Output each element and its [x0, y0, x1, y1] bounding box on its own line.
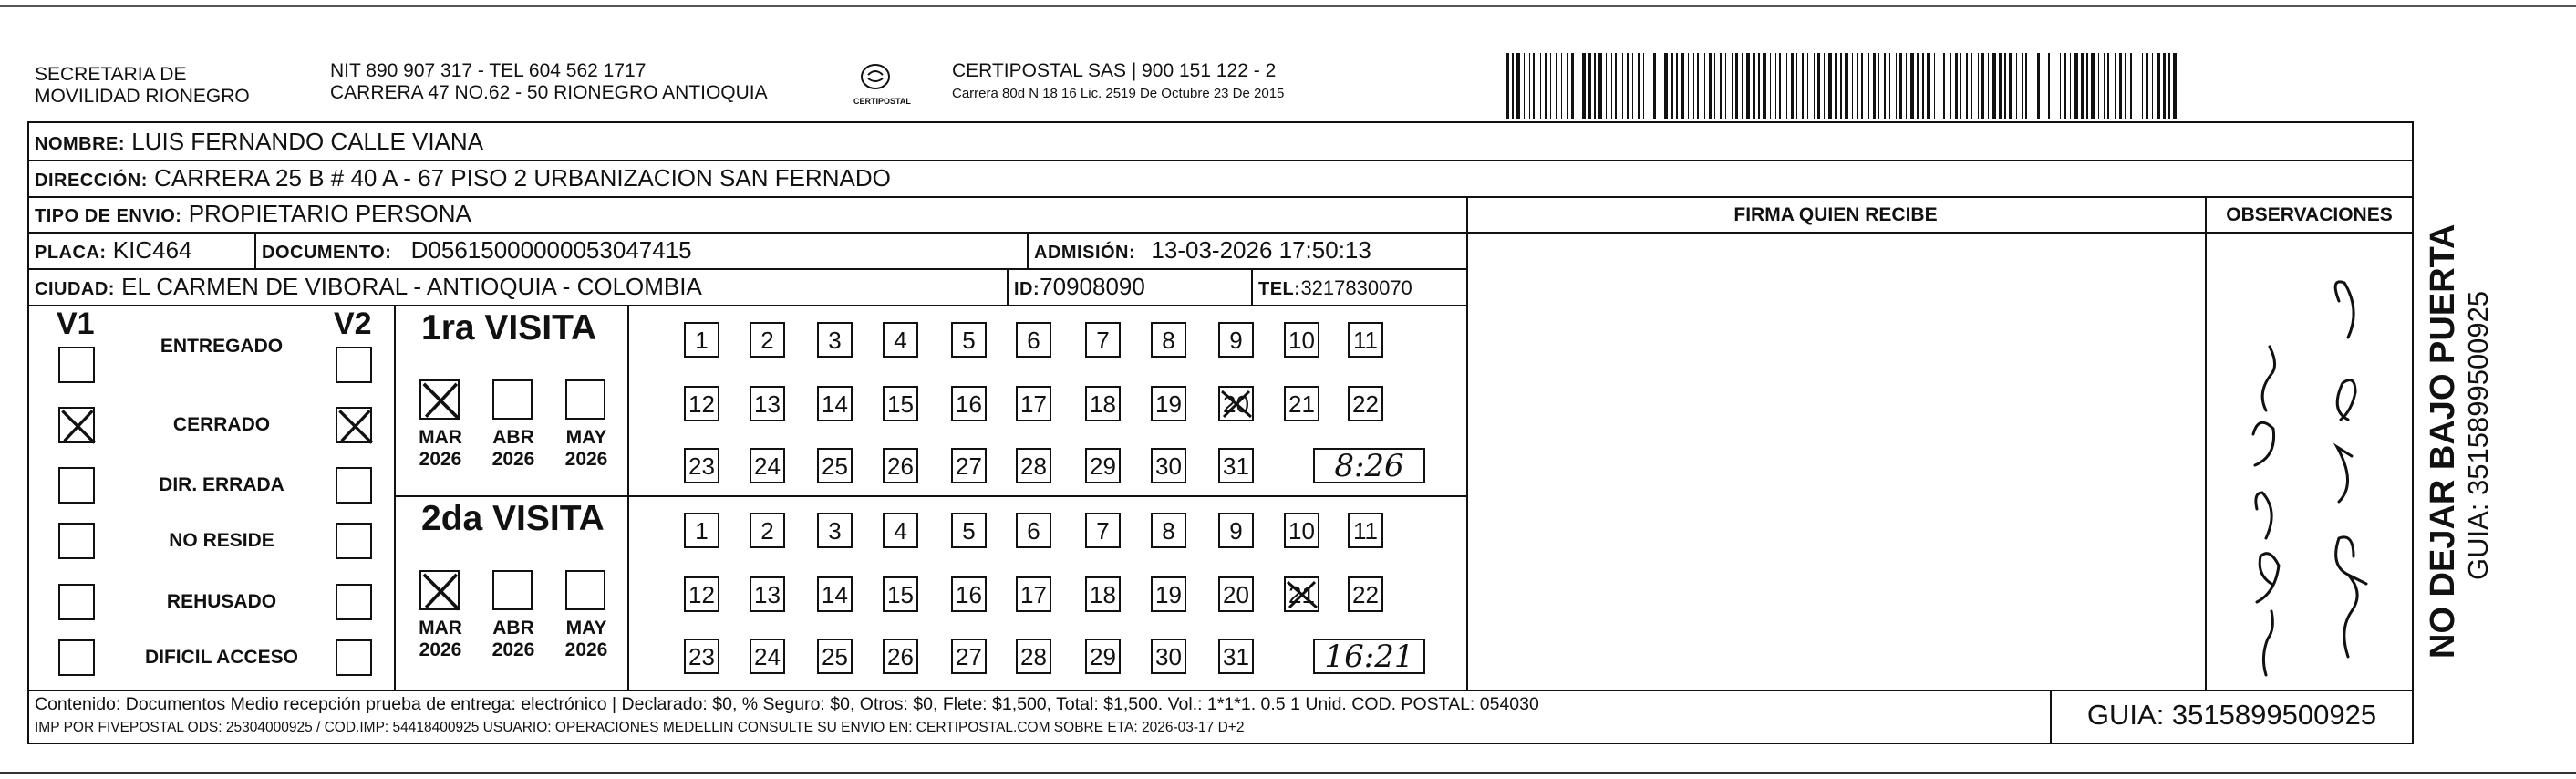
- barcode-bar: [1835, 53, 1837, 119]
- barcode-bar: [1992, 53, 1996, 119]
- day-box[interactable]: 24: [750, 639, 785, 674]
- v1-checkbox[interactable]: [58, 407, 95, 443]
- barcode-bar: [1966, 53, 1968, 119]
- nombre-label: NOMBRE:: [35, 134, 126, 154]
- month-name: ABR: [492, 618, 534, 639]
- row-line-5: [27, 305, 1466, 306]
- ciudad-cell: [35, 273, 702, 303]
- barcode-bar: [1720, 53, 1722, 119]
- day-box[interactable]: 13: [750, 386, 785, 421]
- direccion-value: CARRERA 25 B # 40 A - 67 PISO 2 URBANIZACION SAN FERNADO: [154, 164, 891, 192]
- barcode-bar: [1927, 53, 1930, 119]
- status-label: REHUSADO: [166, 591, 277, 612]
- barcode-bar: [1688, 53, 1689, 119]
- tipo-row: [35, 200, 471, 230]
- sender-contact-block: [330, 60, 768, 104]
- documento-label: DOCUMENTO:: [262, 243, 392, 263]
- barcode-bar: [1611, 53, 1612, 119]
- month-label: [481, 618, 545, 661]
- day-box[interactable]: 31: [1218, 639, 1254, 674]
- barcode-bar: [2070, 53, 2071, 119]
- documento-value: D05615000000053047415: [410, 236, 692, 264]
- day-box[interactable]: 6: [1016, 322, 1051, 358]
- barcode-bar: [1971, 53, 1972, 119]
- barcode-bar: [1709, 53, 1712, 119]
- status-label: DIR. ERRADA: [159, 474, 284, 495]
- barcode-bar: [1725, 53, 1726, 119]
- barcode-bar: [1567, 53, 1568, 119]
- barcode-bar: [1955, 53, 1958, 119]
- ciudad-label: CIUDAD:: [35, 279, 115, 299]
- top-scan-edge: [0, 5, 2576, 7]
- barcode-bar: [2086, 53, 2088, 119]
- day-box[interactable]: 18: [1085, 386, 1121, 421]
- day-box[interactable]: 24: [750, 448, 785, 483]
- barcode-bar: [2146, 53, 2148, 119]
- day-box[interactable]: 28: [1016, 448, 1051, 483]
- row-line-2: [27, 196, 2414, 198]
- month-name: MAR: [419, 618, 462, 639]
- day-box[interactable]: 26: [883, 448, 918, 483]
- barcode-bar: [1906, 53, 1907, 119]
- day-box[interactable]: 18: [1085, 576, 1121, 612]
- day-box[interactable]: 23: [684, 639, 719, 674]
- tel-cell: [1258, 275, 1412, 303]
- barcode-bar: [1512, 53, 1514, 119]
- barcode-bar: [1763, 53, 1766, 119]
- barcode-bar: [1742, 53, 1743, 119]
- day-box[interactable]: 5: [951, 513, 987, 548]
- barcode-bar: [1671, 53, 1673, 119]
- barcode-bar: [1775, 53, 1776, 119]
- month-name: MAY: [565, 618, 607, 639]
- barcode-bar: [1693, 53, 1694, 119]
- tel-label: TEL:: [1258, 279, 1301, 299]
- barcode-bar: [2142, 53, 2143, 119]
- barcode-bar: [2060, 53, 2061, 119]
- side-no-dejar: NO DEJAR BAJO PUERTA: [2424, 223, 2462, 659]
- footer-imp: IMP POR FIVEPOSTAL ODS: 25304000925 / COD.IMP: 54418400925 USUARIO: OPERACIONES MEDELLIN CONSULTE SU ENVIO EN: CERTIPOSTAL.COM SOBRE ETA: 2026-03-17 D+2: [35, 720, 1245, 735]
- svg-text:CERTIPOSTAL: CERTIPOSTAL: [853, 97, 911, 106]
- day-box[interactable]: 6: [1016, 513, 1051, 548]
- license-line: Carrera 80d N 18 16 Lic. 2519 De Octubre 23 De 2015: [952, 86, 1285, 101]
- month-checkbox[interactable]: [565, 379, 605, 420]
- barcode-bar: [1814, 53, 1815, 119]
- row-line-1: [27, 160, 2414, 161]
- barcode-bar: [2081, 53, 2084, 119]
- col-divider-admision: [1027, 232, 1029, 268]
- day-box[interactable]: 30: [1151, 639, 1186, 674]
- barcode-bar: [2037, 53, 2040, 119]
- col-divider-tel: [1251, 268, 1253, 305]
- barcode-bar: [1884, 53, 1886, 119]
- observaciones-label: OBSERVACIONES: [2226, 204, 2393, 225]
- barcode-bar: [1681, 53, 1684, 119]
- nombre-value: LUIS FERNANDO CALLE VIANA: [131, 128, 484, 155]
- barcode-bar: [1753, 53, 1755, 119]
- barcode-bar: [2022, 53, 2023, 119]
- day-box[interactable]: 16: [951, 576, 987, 612]
- status-label: ENTREGADO: [160, 336, 284, 357]
- barcode-bar: [1910, 53, 1914, 119]
- month-year: 2026: [419, 449, 462, 470]
- barcode-bar: [1917, 53, 1919, 119]
- barcode-bar: [1545, 53, 1547, 119]
- v2-label: V2: [334, 306, 372, 341]
- barcode-bar: [1664, 53, 1668, 119]
- barcode-bar: [1857, 53, 1858, 119]
- barcode-bar: [1571, 53, 1574, 119]
- v1-checkbox[interactable]: [58, 523, 95, 559]
- ciudad-value: EL CARMEN DE VIBORAL - ANTIOQUIA - COLOMBIA: [121, 273, 702, 300]
- barcode-bar: [1981, 53, 1984, 119]
- barcode-bar: [1632, 53, 1633, 119]
- col-divider-status: [394, 305, 396, 690]
- id-value: 70908090: [1040, 273, 1145, 300]
- month-label: [554, 618, 618, 661]
- barcode-bar: [1934, 53, 1935, 119]
- direccion-label: DIRECCIÓN:: [35, 171, 148, 191]
- barcode-bar: [1588, 53, 1591, 119]
- day-box[interactable]: 3: [817, 322, 853, 358]
- visit-time[interactable]: 8:26: [1313, 448, 1425, 483]
- barcode-bar: [2004, 53, 2006, 119]
- barcode-bar: [1978, 53, 1979, 119]
- barcode-bar: [1615, 53, 1617, 119]
- v1-label: V1: [57, 306, 95, 341]
- barcode-bar: [2130, 53, 2132, 119]
- barcode-bar: [1824, 53, 1825, 119]
- month-label: [409, 618, 472, 661]
- barcode-bar: [2152, 53, 2153, 119]
- barcode-bar: [1622, 53, 1623, 119]
- barcode-bar: [1828, 53, 1832, 119]
- barcode-bar: [1533, 53, 1535, 119]
- barcode-bar: [2009, 53, 2012, 119]
- col-divider-main: [1466, 196, 1468, 690]
- day-box[interactable]: 1: [684, 513, 719, 548]
- tipo-label: TIPO DE ENVIO:: [35, 206, 182, 226]
- barcode-bar: [1524, 53, 1525, 119]
- admision-value: 13-03-2026 17:50:13: [1151, 236, 1371, 264]
- barcode-bar: [1594, 53, 1596, 119]
- barcode-bar: [1516, 53, 1520, 119]
- barcode-bar: [1529, 53, 1530, 119]
- sender-block: [35, 64, 250, 108]
- day-box[interactable]: 5: [951, 322, 987, 358]
- month-label: [409, 427, 472, 471]
- barcode-bar: [1791, 53, 1794, 119]
- barcode-bar: [1653, 53, 1656, 119]
- barcode-bar: [1779, 53, 1781, 119]
- id-label: ID:: [1014, 279, 1040, 299]
- barcode-bar: [2104, 53, 2105, 119]
- day-box[interactable]: 21: [1284, 576, 1319, 612]
- day-box[interactable]: 25: [817, 448, 853, 483]
- month-name: MAY: [565, 427, 607, 448]
- barcode-bar: [1896, 53, 1897, 119]
- day-box[interactable]: 2: [750, 322, 785, 358]
- status-label: CERRADO: [172, 414, 271, 435]
- day-box[interactable]: 4: [883, 322, 918, 358]
- barcode-bar: [1899, 53, 1902, 119]
- barcode-bar: [1852, 53, 1853, 119]
- barcode-bar: [1704, 53, 1705, 119]
- barcode-bar: [1999, 53, 2002, 119]
- day-box[interactable]: 14: [817, 576, 853, 612]
- day-box[interactable]: 23: [684, 448, 719, 483]
- barcode-bar: [1922, 53, 1924, 119]
- v2-checkbox[interactable]: [336, 407, 372, 443]
- barcode-bar: [1506, 53, 1509, 119]
- month-checkbox[interactable]: [565, 570, 605, 610]
- day-box[interactable]: 8: [1151, 513, 1186, 548]
- month-year: 2026: [564, 639, 608, 660]
- v2-checkbox[interactable]: [336, 584, 372, 620]
- month-year: 2026: [564, 449, 608, 470]
- day-box[interactable]: 31: [1218, 448, 1254, 483]
- barcode-bar: [2157, 53, 2160, 119]
- v2-checkbox[interactable]: [336, 639, 372, 676]
- month-label: [481, 427, 545, 471]
- day-box[interactable]: 22: [1348, 576, 1383, 612]
- day-box[interactable]: 22: [1348, 386, 1383, 421]
- day-box[interactable]: 7: [1085, 513, 1121, 548]
- col-divider-visits: [627, 305, 629, 690]
- day-box[interactable]: 13: [750, 576, 785, 612]
- month-label: [554, 427, 618, 471]
- barcode-bar: [2091, 53, 2095, 119]
- placa-label: PLACA:: [35, 243, 107, 263]
- barcode-bar: [2107, 53, 2109, 119]
- barcode-bar: [2048, 53, 2050, 119]
- day-box[interactable]: 17: [1016, 576, 1051, 612]
- nombre-row: [35, 128, 483, 158]
- day-box[interactable]: 11: [1348, 322, 1383, 358]
- barcode-bar: [1861, 53, 1863, 119]
- day-box[interactable]: 14: [817, 386, 853, 421]
- day-box[interactable]: 12: [684, 386, 719, 421]
- barcode-bar: [1796, 53, 1797, 119]
- placa-value: KIC464: [112, 236, 192, 264]
- status-label: NO RESIDE: [169, 530, 274, 551]
- barcode-bar: [1889, 53, 1890, 119]
- barcode-bar: [1873, 53, 1876, 119]
- barcode-bar: [1845, 53, 1848, 119]
- day-box[interactable]: 16: [951, 386, 987, 421]
- barcode-bar: [1556, 53, 1557, 119]
- barcode-bar: [1598, 53, 1602, 119]
- visit-title: 2da VISITA: [421, 499, 605, 538]
- day-box[interactable]: 27: [951, 448, 987, 483]
- barcode-bar: [1643, 53, 1644, 119]
- day-box[interactable]: 20: [1218, 576, 1254, 612]
- address-line: CARRERA 47 NO.62 - 50 RIONEGRO ANTIOQUIA: [330, 82, 768, 103]
- barcode-bar: [2115, 53, 2116, 119]
- day-box[interactable]: 9: [1218, 513, 1254, 548]
- v2-checkbox[interactable]: [336, 347, 372, 383]
- month-checkbox[interactable]: [419, 570, 460, 610]
- barcode-bar: [2064, 53, 2066, 119]
- day-box[interactable]: 3: [817, 513, 853, 548]
- direccion-row: [35, 164, 891, 194]
- barcode-bar: [1697, 53, 1699, 119]
- nit-line: NIT 890 907 317 - TEL 604 562 1717: [330, 60, 647, 81]
- day-box[interactable]: 9: [1218, 322, 1254, 358]
- barcode-bar: [2098, 53, 2099, 119]
- col-divider-obs: [2205, 196, 2207, 690]
- barcode-bar: [1638, 53, 1640, 119]
- footer-guia: GUIA: 3515899500925: [2086, 699, 2377, 731]
- day-box[interactable]: 19: [1151, 386, 1186, 421]
- month-year: 2026: [419, 639, 462, 660]
- barcode-bar: [1550, 53, 1551, 119]
- col-divider-placa: [254, 232, 256, 268]
- day-mark: [1284, 576, 1320, 618]
- documento-cell: [262, 236, 692, 266]
- barcode-bar: [1817, 53, 1820, 119]
- day-box[interactable]: 10: [1284, 513, 1319, 548]
- v2-checkbox[interactable]: [336, 523, 372, 559]
- month-name: ABR: [492, 427, 534, 448]
- company-block: [952, 60, 1284, 102]
- barcode-bar: [2163, 53, 2166, 119]
- day-box[interactable]: 25: [817, 639, 853, 674]
- barcode: [1505, 53, 2182, 119]
- barcode-bar: [1732, 53, 1733, 119]
- day-box[interactable]: 30: [1151, 448, 1186, 483]
- day-box[interactable]: 27: [951, 639, 987, 674]
- side-guia: GUIA: 3515899500925: [2462, 290, 2494, 580]
- barcode-bar: [2074, 53, 2078, 119]
- day-box[interactable]: 10: [1284, 322, 1319, 358]
- barcode-bar: [1540, 53, 1541, 119]
- month-checkbox[interactable]: [492, 570, 533, 610]
- day-box[interactable]: 21: [1284, 386, 1319, 421]
- day-box[interactable]: 12: [684, 576, 719, 612]
- day-mark: [1218, 386, 1255, 427]
- barcode-bar: [1758, 53, 1760, 119]
- placa-cell: [35, 236, 192, 266]
- day-box[interactable]: 26: [883, 639, 918, 674]
- barcode-bar: [2119, 53, 2122, 119]
- day-box[interactable]: 7: [1085, 322, 1121, 358]
- barcode-bar: [1735, 53, 1738, 119]
- day-box[interactable]: 29: [1085, 639, 1121, 674]
- barcode-bar: [1746, 53, 1750, 119]
- v1-checkbox[interactable]: [58, 584, 95, 620]
- barcode-bar: [2168, 53, 2170, 119]
- month-name: MAR: [419, 427, 462, 448]
- barcode-bar: [1786, 53, 1787, 119]
- observaciones-handwriting: [2211, 237, 2407, 684]
- barcode-bar: [1582, 53, 1586, 119]
- v2-checkbox[interactable]: [336, 467, 372, 504]
- visit-title: 1ra VISITA: [421, 308, 597, 348]
- barcode-bar: [1770, 53, 1771, 119]
- barcode-bar: [1561, 53, 1562, 119]
- month-year: 2026: [491, 639, 535, 660]
- barcode-bar: [2125, 53, 2126, 119]
- barcode-bar: [1988, 53, 1989, 119]
- barcode-bar: [2173, 53, 2177, 119]
- v1-checkbox[interactable]: [58, 639, 95, 676]
- day-box[interactable]: 19: [1151, 576, 1186, 612]
- day-box[interactable]: 29: [1085, 448, 1121, 483]
- bottom-scan-edge: [0, 772, 2576, 774]
- barcode-bar: [1606, 53, 1607, 119]
- day-box[interactable]: 8: [1151, 322, 1186, 358]
- month-checkbox[interactable]: [419, 379, 460, 420]
- col-divider-id: [1007, 268, 1009, 305]
- day-box[interactable]: 15: [883, 576, 918, 612]
- visit-time[interactable]: 16:21: [1313, 639, 1425, 674]
- barcode-bar: [2016, 53, 2017, 119]
- visit-divider: [394, 495, 1466, 497]
- barcode-bar: [1878, 53, 1879, 119]
- barcode-bar: [2025, 53, 2027, 119]
- tel-value: 3217830070: [1300, 276, 1412, 299]
- status-label: DIFICIL ACCESO: [144, 647, 298, 668]
- admision-cell: [1034, 236, 1371, 266]
- day-box[interactable]: 1: [684, 322, 719, 358]
- barcode-bar: [1950, 53, 1951, 119]
- sender-line2: MOVILIDAD RIONEGRO: [35, 86, 250, 107]
- day-box[interactable]: 20: [1218, 386, 1254, 421]
- id-cell: [1014, 273, 1145, 303]
- barcode-bar: [1627, 53, 1629, 119]
- day-box[interactable]: 11: [1348, 513, 1383, 548]
- row-line-footer: [27, 690, 2414, 691]
- day-box[interactable]: 2: [750, 513, 785, 548]
- barcode-bar: [1868, 53, 1869, 119]
- v1-checkbox[interactable]: [58, 347, 95, 383]
- barcode-bar: [1943, 53, 1945, 119]
- footer-contenido: Contenido: Documentos Medio recepción prueba de entrega: electrónico | Declarado: $0, % Seguro: $0, Otros: $0, Flete: $1,500, Total: $1,500. Vol.: 1*1*1. 0.5 1 Unid. COD. POSTAL: 054030: [35, 694, 1539, 714]
- tipo-value: PROPIETARIO PERSONA: [188, 200, 471, 227]
- month-checkbox[interactable]: [492, 379, 533, 420]
- row-line-3: [27, 232, 2414, 234]
- sender-line1: SECRETARIA DE: [35, 64, 187, 85]
- v1-checkbox[interactable]: [58, 467, 95, 504]
- certipostal-logo: [837, 60, 911, 108]
- admision-label: ADMISIÓN:: [1034, 243, 1136, 263]
- barcode-bar: [1840, 53, 1842, 119]
- firma-label: FIRMA QUIEN RECIBE: [1733, 204, 1938, 225]
- barcode-bar: [1676, 53, 1678, 119]
- month-year: 2026: [491, 449, 535, 470]
- day-box[interactable]: 17: [1016, 386, 1051, 421]
- day-box[interactable]: 15: [883, 386, 918, 421]
- barcode-bar: [1802, 53, 1804, 119]
- day-box[interactable]: 28: [1016, 639, 1051, 674]
- barcode-bar: [1807, 53, 1808, 119]
- day-box[interactable]: 4: [883, 513, 918, 548]
- barcode-bar: [1714, 53, 1715, 119]
- company-line: CERTIPOSTAL SAS | 900 151 122 - 2: [952, 60, 1277, 81]
- barcode-bar: [1960, 53, 1961, 119]
